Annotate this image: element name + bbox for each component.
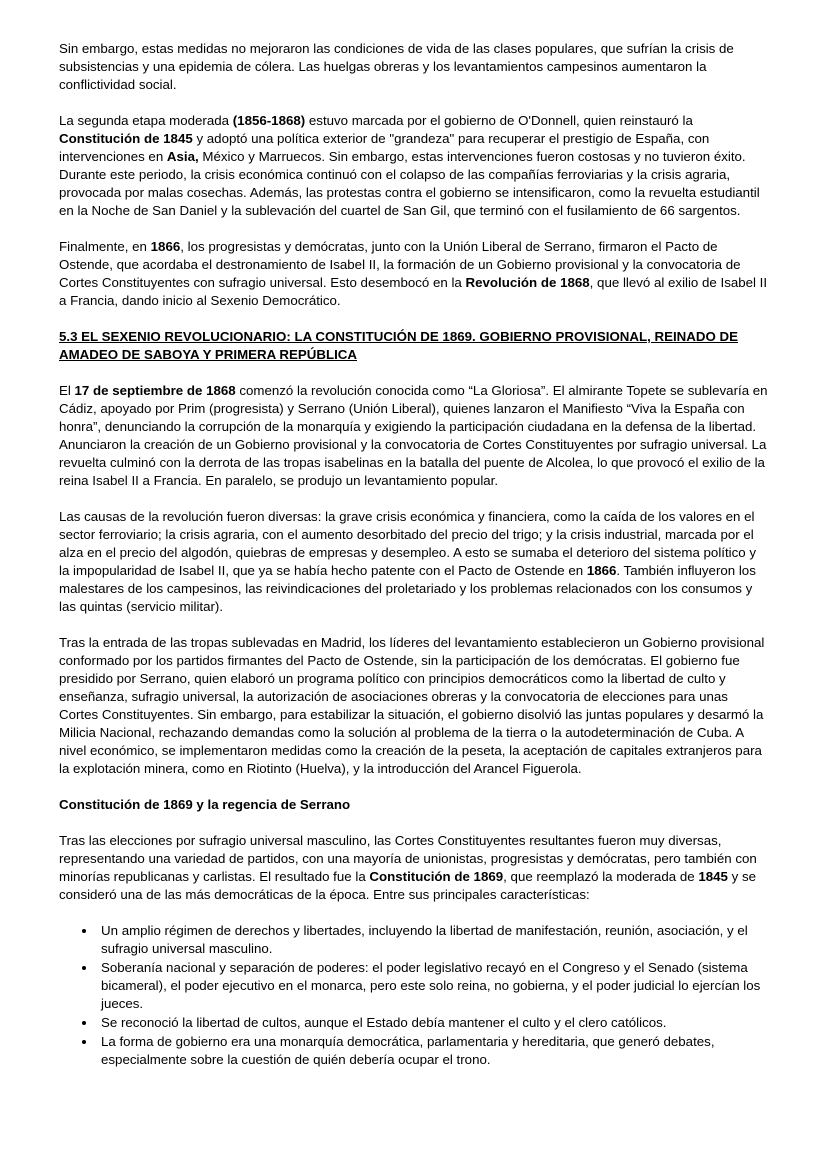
paragraph-social-unrest [59, 40, 769, 94]
text-run: , que llevó al exilio de Isabel II a Francia, dando inicio al Sexenio Democrático. [59, 275, 768, 308]
bold-text-run: Constitución de 1845 [59, 131, 193, 146]
paragraph-second-moderate-stage [59, 112, 769, 220]
bold-text-run: 17 de septiembre de 1868 [74, 383, 236, 398]
paragraph-revolution-causes [59, 508, 769, 616]
text-run: Las causas de la revolución fueron diversas: la grave crisis económica y financiera, como la caída de los valores en el sector ferroviario; la crisis agraria, con el aumento desorbitado del precio del trigo; y la crisis industrial, marcada por el alza en el precio del algodón, quiebras de empresas y desempleo. A esto se sumaba el deterioro del sistema político y la impopularidad de Isabel II, que ya se había hecho patente con el Pacto de Ostende en [59, 509, 757, 578]
text-run: comenzó la revolución conocida como “La Gloriosa”. El almirante Topete se sublevaría en Cádiz, apoyado por Prim (progresista) y Serrano (Unión Liberal), quienes lanzaron el Manifiesto “Viva la España con honra”, denunciando la corrupción de la monarquía y exigiendo la participación ciudadana en la defensa de la libertad. Anunciaron la creación de un Gobierno provisional y la convocatoria de Cortes Constituyentes por sufragio universal. La revuelta culminó con la derrota de las tropas isabelinas en la batalla del puente de Alcolea, lo que provocó el exilio de la reina Isabel II a Francia. En paralelo, se produjo un levantamiento popular. [59, 383, 768, 488]
text-run: Un amplio régimen de derechos y libertades, incluyendo la libertad de manifestación, reunión, asociación, y el sufragio universal masculino. [101, 923, 748, 956]
text-run: La forma de gobierno era una monarquía democrática, parlamentaria y hereditaria, que generó debates, especialmente sobre la cuestión de quién debería ocupar el trono. [101, 1034, 715, 1067]
text-run: La segunda etapa moderada [59, 113, 233, 128]
bold-text-run: Constitución de 1869 [369, 869, 504, 884]
text-run: Tras las elecciones por sufragio universal masculino, las Cortes Constituyentes resultantes fueron muy diversas, representando una variedad de partidos, con una mayoría de unionistas, progresistas y demócratas, pero también con minorías republicanas y carlistas. El resultado fue la [59, 833, 757, 884]
paragraph-la-gloriosa [59, 382, 769, 490]
bold-text-run: (1856-1868) [232, 113, 306, 128]
text-run: Tras la entrada de las tropas sublevadas en Madrid, los líderes del levantamiento establecieron un Gobierno provisional conformado por los partidos firmantes del Pacto de Ostende, sin la participación de los demócratas. El gobierno fue presidido por Serrano, quien elaboró un programa político con principios democráticos como la libertad de culto y enseñanza, sufragio universal, la autorización de asociaciones obreras y la convocatoria de elecciones para unas Cortes Constituyentes. Sin embargo, para estabilizar la situación, el gobierno disolvió las juntas populares y desarmó la Milicia Nacional, rechazando demandas como la solución al problema de la tierra o la autodeterminación de Cuba. A nivel económico, se implementaron medidas como la creación de la peseta, la aceptación de capitales extranjeros para la explotación minera, como en Riotinto (Huelva), y la introducción del Arancel Figuerola. [59, 635, 765, 776]
bullet-list-constitution-features [59, 922, 769, 1069]
paragraph-provisional-government [59, 634, 769, 778]
text-run: . También influyeron los malestares de los campesinos, las reivindicaciones del proletariado y los problemas relacionados con los consumos y las quintas (servicio militar). [59, 563, 756, 614]
list-item-form-of-government [97, 1033, 769, 1069]
text-run: y adoptó una política exterior de "grandeza" para recuperar el prestigio de España, con intervenciones en [59, 131, 710, 164]
bold-text-run: 1866 [586, 563, 617, 578]
list-item-national-sovereignty [97, 959, 769, 1013]
text-run: Sin embargo, estas medidas no mejoraron las condiciones de vida de las clases populares, que sufrían la crisis de subsistencias y una epidemia de cólera. Las huelgas obreras y los levantamientos campesinos aumentaron la conflictividad social. [59, 41, 734, 92]
bold-text-run: 1866 [150, 239, 181, 254]
text-run: Finalmente, en [59, 239, 151, 254]
text-run: Soberanía nacional y separación de poderes: el poder legislativo recayó en el Congreso y el Senado (sistema bicameral), el poder ejecutivo en el monarca, pero este solo reina, no gobierna, y el poder judicial lo ejercían los jueces. [101, 960, 761, 1011]
paragraph-constituent-cortes [59, 832, 769, 904]
bold-text-run: Asia, [166, 149, 199, 164]
text-run: , que reemplazó la moderada de [503, 869, 699, 884]
paragraph-pact-of-ostende [59, 238, 769, 310]
list-item-rights-freedoms [97, 922, 769, 958]
text-run: y se consideró una de las más democráticas de la época. Entre sus principales características: [59, 869, 756, 902]
bold-text-run: Revolución de 1868 [465, 275, 590, 290]
bold-text-run: 1845 [698, 869, 728, 884]
section-heading-5-3 [59, 328, 769, 364]
text-run: El [59, 383, 75, 398]
bold-text-run: 5.3 EL SEXENIO REVOLUCIONARIO: LA CONSTITUCIÓN DE 1869. GOBIERNO PROVISIONAL, REINADO DE AMADEO DE SABOYA Y PRIMERA REPÚBLICA [59, 329, 738, 362]
text-run: Se reconoció la libertad de cultos, aunque el Estado debía mantener el culto y el clero católicos. [101, 1015, 667, 1030]
list-item-freedom-of-worship [97, 1014, 769, 1032]
subheading-constitution-1869 [59, 796, 769, 814]
text-run: México y Marruecos. Sin embargo, estas intervenciones fueron costosas y no tuvieron éxito. Durante este periodo, la crisis económica continuó con el colapso de las compañías ferroviarias y la crisis agraria, provocada por malas cosechas. Además, las protestas contra el gobierno se intensificaron, como la revuelta estudiantil en la Noche de San Daniel y la sublevación del cuartel de San Gil, que terminó con el fusilamiento de 66 sargentos. [59, 149, 760, 218]
bold-text-run: Constitución de 1869 y la regencia de Serrano [59, 797, 351, 812]
text-run: estuvo marcada por el gobierno de O'Donnell, quien reinstauró la [305, 113, 693, 128]
text-run: , los progresistas y demócratas, junto con la Unión Liberal de Serrano, firmaron el Pacto de Ostende, que acordaba el destronamiento de Isabel II, la formación de un Gobierno provisional y la convocatoria de Cortes Constituyentes con sufragio universal. Esto desembocó en la [59, 239, 741, 290]
